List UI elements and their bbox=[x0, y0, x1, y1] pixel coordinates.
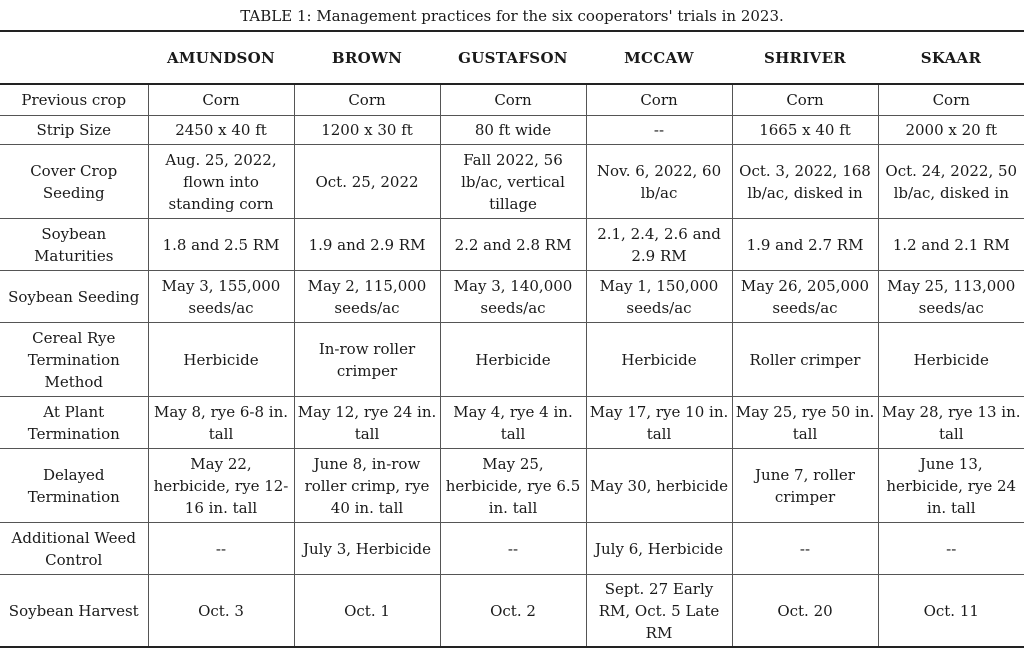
table-cell: 1.9 and 2.7 RM bbox=[732, 219, 878, 271]
table-cell: May 25, rye 50 in. tall bbox=[732, 397, 878, 449]
table-cell: 2450 x 40 ft bbox=[148, 116, 294, 145]
table-row bbox=[0, 523, 1024, 575]
table-cell: Sept. 27 Early RM, Oct. 5 Late RM bbox=[586, 575, 732, 648]
row-label: Cover Crop Seeding bbox=[0, 145, 148, 219]
table-cell: May 3, 155,000 seeds/ac bbox=[148, 271, 294, 323]
header-gustafson: GUSTAFSON bbox=[440, 31, 586, 84]
management-practices-table bbox=[0, 30, 1024, 648]
table-row bbox=[0, 145, 1024, 219]
table-cell: 2.2 and 2.8 RM bbox=[440, 219, 586, 271]
table-cell: Aug. 25, 2022, flown into standing corn bbox=[148, 145, 294, 219]
table-cell: Oct. 20 bbox=[732, 575, 878, 648]
table-cell: June 7, roller crimper bbox=[732, 449, 878, 523]
table-cell: May 22, herbicide, rye 12-16 in. tall bbox=[148, 449, 294, 523]
table-cell: Oct. 2 bbox=[440, 575, 586, 648]
table-row bbox=[0, 271, 1024, 323]
table-cell: Fall 2022, 56 lb/ac, vertical tillage bbox=[440, 145, 586, 219]
row-label: Strip Size bbox=[0, 116, 148, 145]
table-cell: Herbicide bbox=[148, 323, 294, 397]
table-cell: May 28, rye 13 in. tall bbox=[878, 397, 1024, 449]
table-cell: Herbicide bbox=[878, 323, 1024, 397]
row-label: Soybean Seeding bbox=[0, 271, 148, 323]
table-cell: May 2, 115,000 seeds/ac bbox=[294, 271, 440, 323]
table-cell: Corn bbox=[148, 84, 294, 116]
table-row bbox=[0, 397, 1024, 449]
table-cell: Roller crimper bbox=[732, 323, 878, 397]
header-row bbox=[0, 31, 1024, 84]
table-cell: Corn bbox=[440, 84, 586, 116]
table-cell: Herbicide bbox=[586, 323, 732, 397]
table-cell: -- bbox=[148, 523, 294, 575]
table-cell: Oct. 11 bbox=[923, 601, 979, 620]
table-cell: 1200 x 30 ft bbox=[294, 116, 440, 145]
table-cell: May 17, rye 10 in. tall bbox=[586, 397, 732, 449]
table-cell: May 8, rye 6-8 in. tall bbox=[148, 397, 294, 449]
table-row bbox=[0, 449, 1024, 523]
table-cell: -- bbox=[878, 523, 1024, 575]
table-cell: 2.1, 2.4, 2.6 and 2.9 RM bbox=[586, 219, 732, 271]
table-cell: Corn bbox=[732, 84, 878, 116]
table-cell: Oct. 25, 2022 bbox=[294, 145, 440, 219]
header-mccaw: MCCAW bbox=[586, 31, 732, 84]
table-row bbox=[0, 323, 1024, 397]
table-cell: July 6, Herbicide bbox=[586, 523, 732, 575]
table-cell: In-row roller crimper bbox=[294, 323, 440, 397]
table-row bbox=[0, 84, 1024, 116]
table-cell: Oct. 3, 2022, 168 lb/ac, disked in bbox=[732, 145, 878, 219]
table-cell: Oct. 3 bbox=[148, 575, 294, 648]
table-row bbox=[0, 575, 1024, 648]
table-cell: Oct. 1 bbox=[294, 575, 440, 648]
table-row bbox=[0, 116, 1024, 145]
table-cell: Corn bbox=[878, 84, 1024, 116]
table-cell: 1665 x 40 ft bbox=[732, 116, 878, 145]
row-label: Delayed Termination bbox=[0, 449, 148, 523]
table-cell: Herbicide bbox=[440, 323, 586, 397]
header-brown: BROWN bbox=[294, 31, 440, 84]
row-label: Additional Weed Control bbox=[0, 523, 148, 575]
table-cell: July 3, Herbicide bbox=[294, 523, 440, 575]
table-row bbox=[0, 219, 1024, 271]
header-amundson: AMUNDSON bbox=[148, 31, 294, 84]
row-label: At Plant Termination bbox=[0, 397, 148, 449]
table-cell: 1.2 and 2.1 RM bbox=[878, 219, 1024, 271]
table-cell: May 25, herbicide, rye 6.5 in. tall bbox=[440, 449, 586, 523]
header-shriver: SHRIVER bbox=[732, 31, 878, 84]
header-corner bbox=[0, 31, 148, 84]
header-skaar: SKAAR bbox=[878, 31, 1024, 84]
table-cell: May 4, rye 4 in. tall bbox=[440, 397, 586, 449]
row-label: Cereal Rye Termination Method bbox=[0, 323, 148, 397]
table-cell: 80 ft wide bbox=[440, 116, 586, 145]
table-cell: Nov. 6, 2022, 60 lb/ac bbox=[586, 145, 732, 219]
table-cell: 1.9 and 2.9 RM bbox=[294, 219, 440, 271]
table-cell: May 25, 113,000 seeds/ac bbox=[878, 271, 1024, 323]
table-cell: -- bbox=[732, 523, 878, 575]
table-cell: Corn bbox=[586, 84, 732, 116]
table-cell: May 12, rye 24 in. tall bbox=[294, 397, 440, 449]
table-cell: Oct. 24, 2022, 50 lb/ac, disked in bbox=[878, 145, 1024, 219]
table-cell: 1.8 and 2.5 RM bbox=[148, 219, 294, 271]
table-cell: May 26, 205,000 seeds/ac bbox=[732, 271, 878, 323]
table-cell: 2000 x 20 ft bbox=[878, 116, 1024, 145]
table-cell: -- bbox=[586, 116, 732, 145]
table-cell: June 13, herbicide, rye 24 in. tall bbox=[878, 449, 1024, 523]
row-label: Previous crop bbox=[0, 84, 148, 116]
table-cell: May 30, herbicide bbox=[586, 449, 732, 523]
row-label: Soybean Harvest bbox=[0, 575, 148, 648]
table-caption: TABLE 1: Management practices for the six cooperators' trials in 2023. bbox=[240, 7, 784, 25]
row-label: Soybean Maturities bbox=[0, 219, 148, 271]
table-cell: -- bbox=[440, 523, 586, 575]
table-cell: June 8, in-row roller crimp, rye 40 in. tall bbox=[294, 449, 440, 523]
table-cell: Corn bbox=[294, 84, 440, 116]
table-cell: May 3, 140,000 seeds/ac bbox=[440, 271, 586, 323]
table-cell: May 1, 150,000 seeds/ac bbox=[586, 271, 732, 323]
